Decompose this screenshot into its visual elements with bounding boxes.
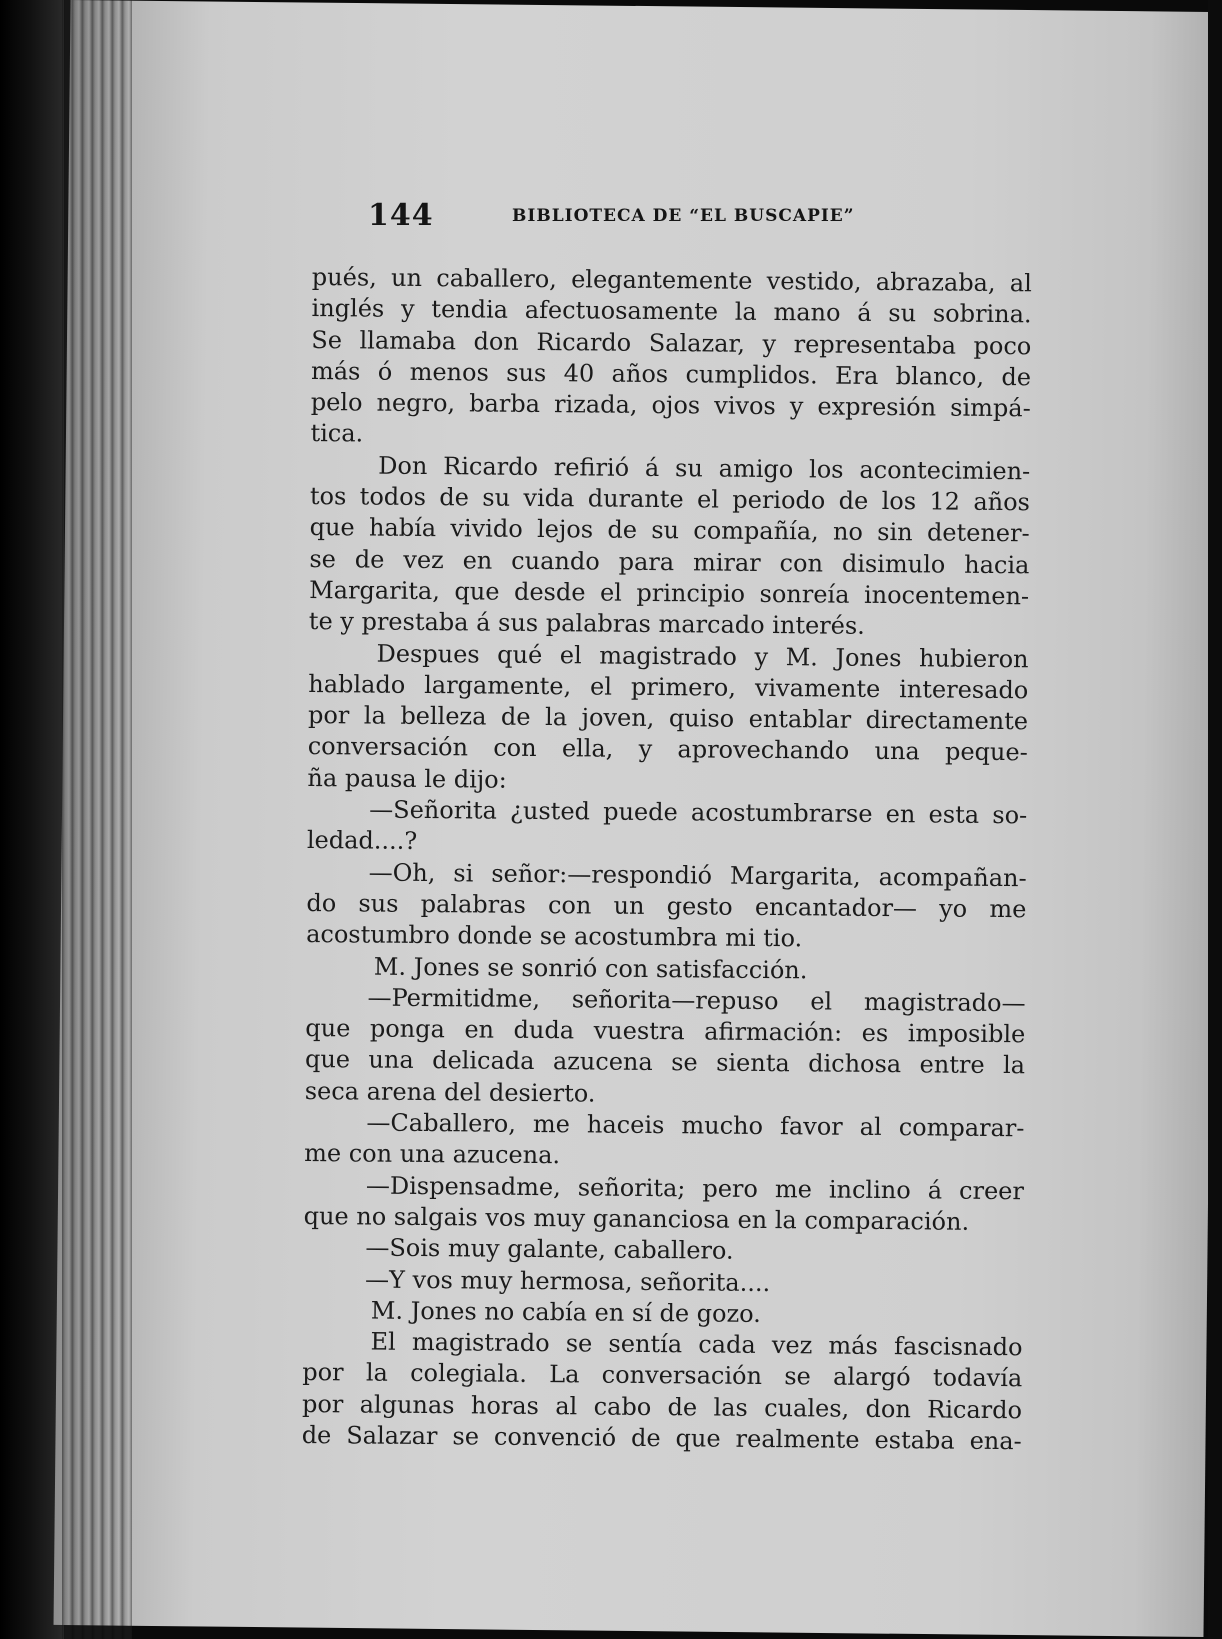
text-line: pelo negro, barba rizada, ojos vivos y expresión simpá- [310,388,1031,423]
body-text [302,262,1032,1458]
text-line: que una delicada azucena se sienta dichosa entre la [304,1045,1026,1080]
text-line: M. Jones se sonrió con satisfacción. [373,952,808,984]
scan-right-border [1208,0,1222,1639]
text-line: de Salazar se convenció de que realmente estaba ena- [301,1420,1022,1456]
text-line: tica. [310,419,364,448]
text-line: por la colegiala. La conversación se alargó todavía [302,1358,1023,1393]
text-line: —Sois muy galante, caballero. [365,1233,734,1265]
text-line: ña pausa le dijo: [307,763,507,794]
text-line: Despues qué el magistrado y M. Jones hubieron [376,639,1029,673]
text-line: Don Ricardo refirió á su amigo los acontecimien- [378,451,1031,486]
running-head: BIBLIOTECA DE “EL BUSCAPIE” [512,206,855,226]
text-line: inglés y tendia afectuosamente la mano á su sobrina. [311,294,1032,329]
text-line: seca arena del desierto. [304,1076,596,1108]
text-line: —Dispensadme, señorita; pero me inclino á creer [365,1171,1025,1205]
text-line: que había vivido lejos de su compañía, no sin detener- [309,513,1030,548]
text-line: por la belleza de la joven, quiso entablar directamente [307,701,1029,736]
page-header [368,198,928,238]
text-line: —Caballero, me haceis mucho favor al comparar- [366,1108,1025,1143]
book-gutter [62,0,132,1639]
text-line: M. Jones no cabía en sí de gozo. [370,1296,761,1328]
text-line: tos todos de su vida durante el periodo de los 12 años [309,482,1031,517]
text-line: do sus palabras con un gesto encantador— yo me [306,888,1027,924]
text-line: que no salgais vos muy gananciosa en la comparación. [303,1201,970,1236]
text-line: que ponga en duda vuestra afirmación: es imposible [305,1014,1026,1049]
text-line: me con una azucena. [304,1139,561,1170]
text-line: conversación con ella, y aprovechando una peque- [307,732,1028,767]
text-line: ledad....? [306,826,418,856]
text-line: se de vez en cuando para mirar con disimulo hacia [309,544,1030,579]
text-line: te y prestaba á sus palabras marcado interés. [308,607,865,641]
text-line: por algunas horas al cabo de las cuales, don Ricardo [301,1389,1023,1424]
text-line: Margarita, que desde el principio sonreía inocentemen- [309,575,1030,611]
text-line: hablado largamente, el primero, vivamente interesado [308,669,1029,705]
text-line: —Y vos muy hermosa, señorita.... [365,1265,771,1297]
scan-left-border [0,0,64,1639]
page-number: 144 [368,198,434,233]
text-line: Se llamaba don Ricardo Salazar, y representaba poco [311,325,1032,360]
text-line: —Permitidme, señorita—repuso el magistrado— [367,983,1026,1018]
text-line: acostumbro donde se acostumbra mi tio. [306,920,803,953]
text-line: —Señorita ¿usted puede acostumbrarse en esta so- [369,795,1028,830]
text-line: —Oh, si señor:—respondió Margarita, acompañan- [368,858,1027,892]
text-line: más ó menos sus 40 años cumplidos. Era blanco, de [310,356,1032,392]
text-line: pués, un caballero, elegantemente vestido, abrazaba, al [311,262,1032,298]
text-line: El magistrado se sentía cada vez más fascisnado [370,1327,1023,1362]
